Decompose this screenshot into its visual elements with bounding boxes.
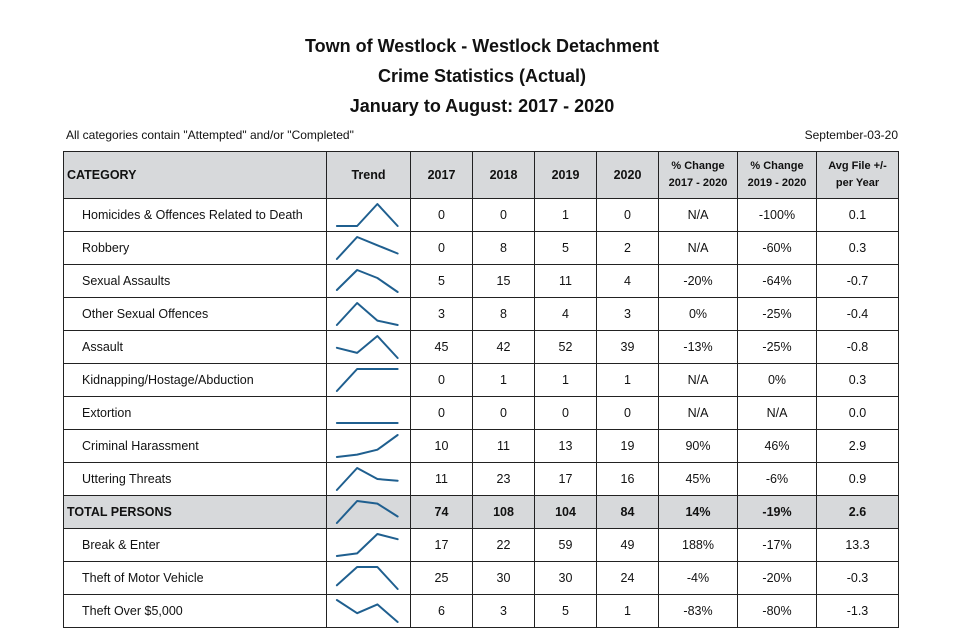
header-change-2017-2020 xyxy=(659,152,738,199)
change-2019-2020-cell: -60% xyxy=(738,232,817,265)
value-2017-cell: 5 xyxy=(411,265,473,298)
value-2018-cell: 30 xyxy=(473,562,535,595)
category-cell: Criminal Harassment xyxy=(64,430,327,463)
table-row xyxy=(64,265,899,298)
table-row xyxy=(64,529,899,562)
category-cell: TOTAL PERSONS xyxy=(64,496,327,529)
header-avg-file-line2: per Year xyxy=(835,177,880,189)
value-2017-cell: 0 xyxy=(411,397,473,430)
change-2019-2020-cell: 0% xyxy=(738,364,817,397)
trend-sparkline xyxy=(327,463,410,495)
value-2020-cell: 39 xyxy=(597,331,659,364)
trend-sparkline xyxy=(327,430,410,462)
value-2020-cell: 1 xyxy=(597,364,659,397)
avg-file-per-year-cell: 0.3 xyxy=(817,364,899,397)
header-2019: 2019 xyxy=(535,152,597,199)
trend-sparkline xyxy=(327,496,410,528)
header-avg-file-line1: Avg File +/- xyxy=(828,160,887,172)
report-title-1: Town of Westlock - Westlock Detachment xyxy=(304,36,660,56)
value-2017-cell: 74 xyxy=(411,496,473,529)
value-2017-cell: 0 xyxy=(411,199,473,232)
change-2019-2020-cell: -100% xyxy=(738,199,817,232)
value-2019-cell: 5 xyxy=(535,595,597,628)
table-row xyxy=(64,595,899,628)
value-2020-cell: 0 xyxy=(597,397,659,430)
value-2019-cell: 1 xyxy=(535,364,597,397)
value-2018-cell: 8 xyxy=(473,298,535,331)
value-2019-cell: 11 xyxy=(535,265,597,298)
change-2017-2020-cell: 0% xyxy=(659,298,738,331)
header-change-2019-2020 xyxy=(738,152,817,199)
trend-line xyxy=(337,468,398,490)
category-cell: Break & Enter xyxy=(64,529,327,562)
value-2018-cell: 15 xyxy=(473,265,535,298)
table-row xyxy=(64,562,899,595)
trend-sparkline xyxy=(327,232,410,264)
table-row xyxy=(64,364,899,397)
trend-line xyxy=(337,303,398,325)
value-2019-cell: 0 xyxy=(535,397,597,430)
avg-file-per-year-cell: 0.0 xyxy=(817,397,899,430)
category-cell: Uttering Threats xyxy=(64,463,327,496)
value-2020-cell: 19 xyxy=(597,430,659,463)
table-row xyxy=(64,232,899,265)
header-category: CATEGORY xyxy=(64,152,327,199)
trend-sparkline xyxy=(327,397,410,429)
header-change-2019-2020-line1: % Change xyxy=(750,160,804,172)
change-2017-2020-cell: N/A xyxy=(659,199,738,232)
value-2017-cell: 45 xyxy=(411,331,473,364)
table-row xyxy=(64,199,899,232)
trend-cell xyxy=(327,463,411,496)
avg-file-per-year-cell: 13.3 xyxy=(817,529,899,562)
table-row xyxy=(64,298,899,331)
value-2018-cell: 0 xyxy=(473,199,535,232)
total-row xyxy=(64,496,899,529)
table-row xyxy=(64,331,899,364)
trend-cell xyxy=(327,232,411,265)
trend-cell xyxy=(327,529,411,562)
value-2019-cell: 30 xyxy=(535,562,597,595)
change-2017-2020-cell: -13% xyxy=(659,331,738,364)
change-2017-2020-cell: 90% xyxy=(659,430,738,463)
value-2019-cell: 104 xyxy=(535,496,597,529)
avg-file-per-year-cell: -0.8 xyxy=(817,331,899,364)
value-2018-cell: 8 xyxy=(473,232,535,265)
crime-statistics-table xyxy=(63,151,899,628)
value-2018-cell: 0 xyxy=(473,397,535,430)
category-note: All categories contain "Attempted" and/or "Completed" xyxy=(66,128,354,142)
change-2017-2020-cell: 45% xyxy=(659,463,738,496)
value-2019-cell: 52 xyxy=(535,331,597,364)
change-2017-2020-cell: -83% xyxy=(659,595,738,628)
trend-line xyxy=(337,237,398,259)
value-2018-cell: 22 xyxy=(473,529,535,562)
change-2019-2020-cell: -25% xyxy=(738,331,817,364)
value-2020-cell: 49 xyxy=(597,529,659,562)
trend-cell xyxy=(327,199,411,232)
header-change-2017-2020-line2: 2017 - 2020 xyxy=(668,177,728,189)
trend-cell xyxy=(327,265,411,298)
trend-line xyxy=(337,369,398,391)
header-change-2017-2020-line1: % Change xyxy=(671,160,725,172)
trend-line xyxy=(337,204,398,226)
trend-sparkline xyxy=(327,265,410,297)
value-2020-cell: 16 xyxy=(597,463,659,496)
header-2018: 2018 xyxy=(473,152,535,199)
value-2018-cell: 23 xyxy=(473,463,535,496)
header-2017: 2017 xyxy=(411,152,473,199)
trend-line xyxy=(337,534,398,556)
trend-line xyxy=(337,435,398,457)
change-2017-2020-cell: 188% xyxy=(659,529,738,562)
trend-cell xyxy=(327,496,411,529)
avg-file-per-year-cell: 2.6 xyxy=(817,496,899,529)
value-2017-cell: 3 xyxy=(411,298,473,331)
change-2019-2020-cell: N/A xyxy=(738,397,817,430)
value-2020-cell: 3 xyxy=(597,298,659,331)
value-2020-cell: 2 xyxy=(597,232,659,265)
value-2017-cell: 6 xyxy=(411,595,473,628)
value-2020-cell: 84 xyxy=(597,496,659,529)
avg-file-per-year-cell: -0.7 xyxy=(817,265,899,298)
trend-cell xyxy=(327,430,411,463)
change-2017-2020-cell: N/A xyxy=(659,397,738,430)
change-2019-2020-cell: -20% xyxy=(738,562,817,595)
change-2019-2020-cell: 46% xyxy=(738,430,817,463)
change-2017-2020-cell: N/A xyxy=(659,364,738,397)
trend-line xyxy=(337,567,398,589)
category-cell: Assault xyxy=(64,331,327,364)
change-2019-2020-cell: -64% xyxy=(738,265,817,298)
table-row xyxy=(64,397,899,430)
report-title-2: Crime Statistics (Actual) xyxy=(377,66,587,86)
value-2017-cell: 0 xyxy=(411,232,473,265)
value-2018-cell: 1 xyxy=(473,364,535,397)
trend-cell xyxy=(327,397,411,430)
change-2017-2020-cell: N/A xyxy=(659,232,738,265)
value-2019-cell: 4 xyxy=(535,298,597,331)
trend-sparkline xyxy=(327,562,410,594)
value-2017-cell: 17 xyxy=(411,529,473,562)
value-2017-cell: 25 xyxy=(411,562,473,595)
value-2020-cell: 0 xyxy=(597,199,659,232)
value-2017-cell: 11 xyxy=(411,463,473,496)
trend-sparkline xyxy=(327,298,410,330)
trend-cell xyxy=(327,331,411,364)
header-2020: 2020 xyxy=(597,152,659,199)
change-2019-2020-cell: -80% xyxy=(738,595,817,628)
avg-file-per-year-cell: 0.9 xyxy=(817,463,899,496)
header-trend: Trend xyxy=(327,152,411,199)
value-2019-cell: 59 xyxy=(535,529,597,562)
avg-file-per-year-cell: -1.3 xyxy=(817,595,899,628)
change-2017-2020-cell: 14% xyxy=(659,496,738,529)
report-date: September-03-20 xyxy=(804,128,898,142)
trend-line xyxy=(337,270,398,292)
value-2018-cell: 42 xyxy=(473,331,535,364)
category-cell: Theft Over $5,000 xyxy=(64,595,327,628)
table-header-row xyxy=(64,152,899,199)
table-row xyxy=(64,463,899,496)
change-2019-2020-cell: -6% xyxy=(738,463,817,496)
trend-cell xyxy=(327,364,411,397)
change-2019-2020-cell: -19% xyxy=(738,496,817,529)
value-2019-cell: 1 xyxy=(535,199,597,232)
value-2020-cell: 1 xyxy=(597,595,659,628)
value-2019-cell: 17 xyxy=(535,463,597,496)
value-2018-cell: 108 xyxy=(473,496,535,529)
trend-cell xyxy=(327,298,411,331)
value-2018-cell: 11 xyxy=(473,430,535,463)
category-cell: Theft of Motor Vehicle xyxy=(64,562,327,595)
value-2017-cell: 0 xyxy=(411,364,473,397)
avg-file-per-year-cell: -0.4 xyxy=(817,298,899,331)
category-cell: Sexual Assaults xyxy=(64,265,327,298)
trend-cell xyxy=(327,562,411,595)
trend-line xyxy=(337,600,398,622)
value-2019-cell: 5 xyxy=(535,232,597,265)
trend-cell xyxy=(327,595,411,628)
avg-file-per-year-cell: 0.1 xyxy=(817,199,899,232)
avg-file-per-year-cell: 0.3 xyxy=(817,232,899,265)
value-2020-cell: 24 xyxy=(597,562,659,595)
value-2018-cell: 3 xyxy=(473,595,535,628)
change-2017-2020-cell: -20% xyxy=(659,265,738,298)
table-row xyxy=(64,430,899,463)
change-2019-2020-cell: -25% xyxy=(738,298,817,331)
header-change-2019-2020-line2: 2019 - 2020 xyxy=(747,177,807,189)
value-2020-cell: 4 xyxy=(597,265,659,298)
category-cell: Extortion xyxy=(64,397,327,430)
value-2017-cell: 10 xyxy=(411,430,473,463)
trend-sparkline xyxy=(327,529,410,561)
category-cell: Kidnapping/Hostage/Abduction xyxy=(64,364,327,397)
category-cell: Other Sexual Offences xyxy=(64,298,327,331)
category-cell: Homicides & Offences Related to Death xyxy=(64,199,327,232)
trend-sparkline xyxy=(327,199,410,231)
report-title-3: January to August: 2017 - 2020 xyxy=(349,96,615,116)
trend-line xyxy=(337,501,398,523)
trend-line xyxy=(337,336,398,358)
value-2019-cell: 13 xyxy=(535,430,597,463)
trend-sparkline xyxy=(327,595,410,627)
trend-sparkline xyxy=(327,364,410,396)
change-2017-2020-cell: -4% xyxy=(659,562,738,595)
trend-sparkline xyxy=(327,331,410,363)
category-cell: Robbery xyxy=(64,232,327,265)
change-2019-2020-cell: -17% xyxy=(738,529,817,562)
header-avg-file xyxy=(817,152,899,199)
avg-file-per-year-cell: -0.3 xyxy=(817,562,899,595)
avg-file-per-year-cell: 2.9 xyxy=(817,430,899,463)
